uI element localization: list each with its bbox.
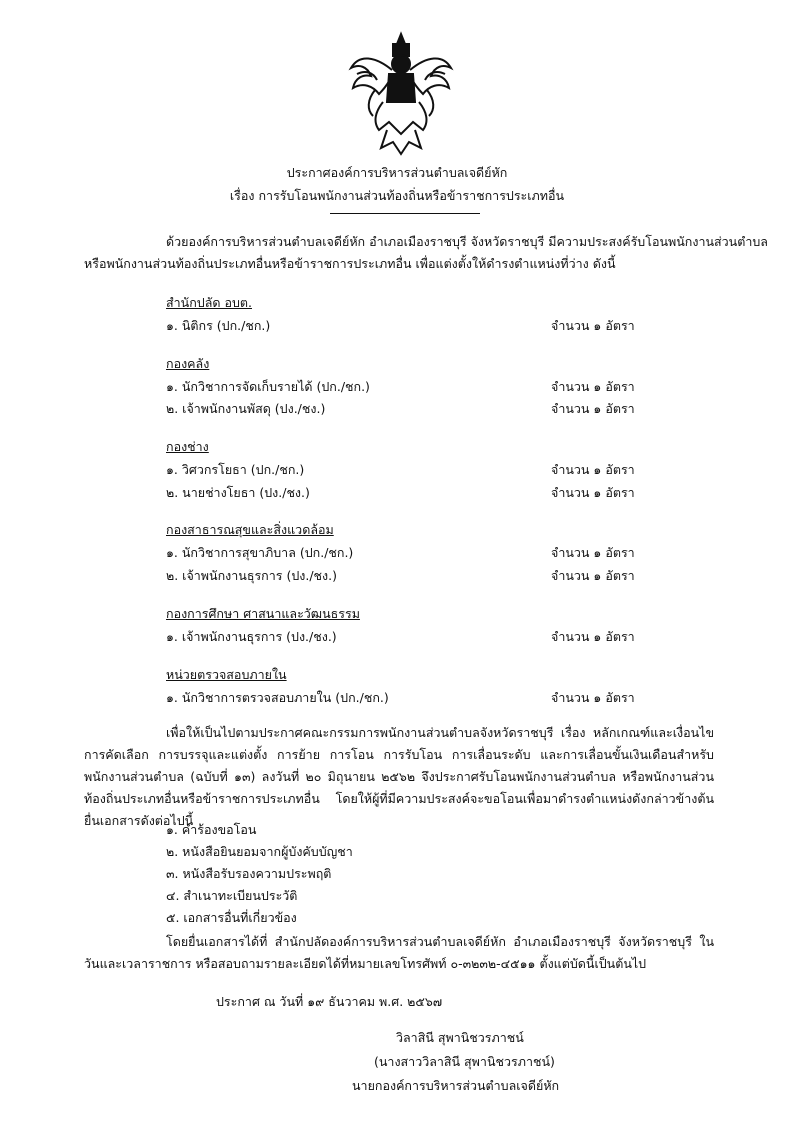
document-item: ๔. สำเนาทะเบียนประวัติ bbox=[166, 888, 298, 903]
position-name: ๒. เจ้าพนักงานธุรการ (ปง./ชง.) bbox=[166, 568, 337, 583]
document-item: ๑. คำร้องขอโอน bbox=[166, 822, 257, 837]
body-paragraph: เพื่อให้เป็นไปตามประกาศคณะกรรมการพนักงานส่วนตำบลจังหวัดราชบุรี เรื่อง หลักเกณฑ์และเงื่อนไขการคัดเลือก การบรรจุและแต่งตั้ง การย้าย การโอน การรับโอน การเลื่อนระดับ และการเลื่อนขั้นเงินเดือนสำหรับพนักงานส่วนตำบล (ฉบับที่ ๑๓) ลงวันที่ ๒๐ มิถุนายน ๒๕๖๒ จึงประกาศรับโอนพนักงานส่วนตำบล หรือพนักงานส่วนท้องถิ่นประเภทอื่นหรือข้าราชการประเภทอื่น โดยให้ผู้ที่มีความประสงค์จะขอโอนเพื่อมาดำรงตำแหน่งดังกล่าวข้างต้น ยื่นเอกสารดังต่อไปนี้ bbox=[84, 725, 714, 828]
announce-date: ประกาศ ณ วันที่ ๑๙ ธันวาคม พ.ศ. ๒๕๖๗ bbox=[216, 994, 443, 1009]
section-heading: กองสาธารณสุขและสิ่งแวดล้อม bbox=[166, 522, 334, 537]
position-count: จำนวน ๑ อัตรา bbox=[551, 690, 635, 705]
position-name: ๑. นักวิชาการตรวจสอบภายใน (ปก./ชก.) bbox=[166, 690, 389, 705]
signer-full-name: (นางสาววิลาสินี สุพานิชวรภาชน์) bbox=[374, 1054, 555, 1069]
section-heading: สำนักปลัด อบต. bbox=[166, 295, 252, 310]
announcement-title: ประกาศองค์การบริหารส่วนตำบลเจดีย์หัก bbox=[286, 165, 508, 180]
title-separator bbox=[330, 213, 480, 214]
submission-paragraph: โดยยื่นเอกสารได้ที่ สำนักปลัดองค์การบริหารส่วนตำบลเจดีย์หัก อำเภอเมืองราชบุรี จังหวัดราชบุรี ในวันและเวลาราชการ หรือสอบถามรายละเอียดได้ที่หมายเลขโทรศัพท์ ๐-๓๒๓๒-๔๕๑๑ ตั้งแต่บัดนี้เป็นต้นไป bbox=[84, 934, 714, 971]
section-heading: กองการศึกษา ศาสนาและวัฒนธรรม bbox=[166, 606, 360, 621]
intro-line-2: หรือพนักงานส่วนท้องถิ่นประเภทอื่นหรือข้าราชการประเภทอื่น เพื่อแต่งตั้งให้ดำรงตำแหน่งที่ว่าง ดังนี้ bbox=[84, 256, 616, 271]
position-count: จำนวน ๑ อัตรา bbox=[551, 568, 635, 583]
position-name: ๑. นักวิชาการสุขาภิบาล (ปก./ชก.) bbox=[166, 545, 354, 560]
signature: วิลาสินี สุพานิชวรภาชน์ bbox=[396, 1030, 524, 1045]
position-count: จำนวน ๑ อัตรา bbox=[551, 379, 635, 394]
position-count: จำนวน ๑ อัตรา bbox=[551, 462, 635, 477]
position-count: จำนวน ๑ อัตรา bbox=[551, 629, 635, 644]
position-count: จำนวน ๑ อัตรา bbox=[551, 485, 635, 500]
document-item: ๕. เอกสารอื่นที่เกี่ยวข้อง bbox=[166, 910, 297, 925]
position-name: ๑. นิติกร (ปก./ชก.) bbox=[166, 318, 271, 333]
signer-position: นายกองค์การบริหารส่วนตำบลเจดีย์หัก bbox=[352, 1078, 560, 1093]
garuda-emblem bbox=[345, 30, 457, 158]
intro-line-1: ด้วยองค์การบริหารส่วนตำบลเจดีย์หัก อำเภอเมืองราชบุรี จังหวัดราชบุรี มีความประสงค์รับโอนพนักงานส่วนตำบล bbox=[166, 234, 768, 249]
section-heading: กองช่าง bbox=[166, 439, 209, 454]
position-count: จำนวน ๑ อัตรา bbox=[551, 401, 635, 416]
position-name: ๒. นายช่างโยธา (ปง./ชง.) bbox=[166, 485, 310, 500]
position-name: ๒. เจ้าพนักงานพัสดุ (ปง./ชง.) bbox=[166, 401, 326, 416]
position-name: ๑. วิศวกรโยธา (ปก./ชก.) bbox=[166, 462, 305, 477]
position-count: จำนวน ๑ อัตรา bbox=[551, 545, 635, 560]
section-heading: หน่วยตรวจสอบภายใน bbox=[166, 667, 287, 682]
document-item: ๒. หนังสือยินยอมจากผู้บังคับบัญชา bbox=[166, 844, 353, 859]
position-name: ๑. เจ้าพนักงานธุรการ (ปง./ชง.) bbox=[166, 629, 337, 644]
announcement-subject: เรื่อง การรับโอนพนักงานส่วนท้องถิ่นหรือข้าราชการประเภทอื่น bbox=[229, 188, 565, 203]
document-item: ๓. หนังสือรับรองความประพฤติ bbox=[166, 866, 332, 881]
position-name: ๑. นักวิชาการจัดเก็บรายได้ (ปก./ชก.) bbox=[166, 379, 370, 394]
position-count: จำนวน ๑ อัตรา bbox=[551, 318, 635, 333]
section-heading: กองคลัง bbox=[166, 356, 210, 371]
